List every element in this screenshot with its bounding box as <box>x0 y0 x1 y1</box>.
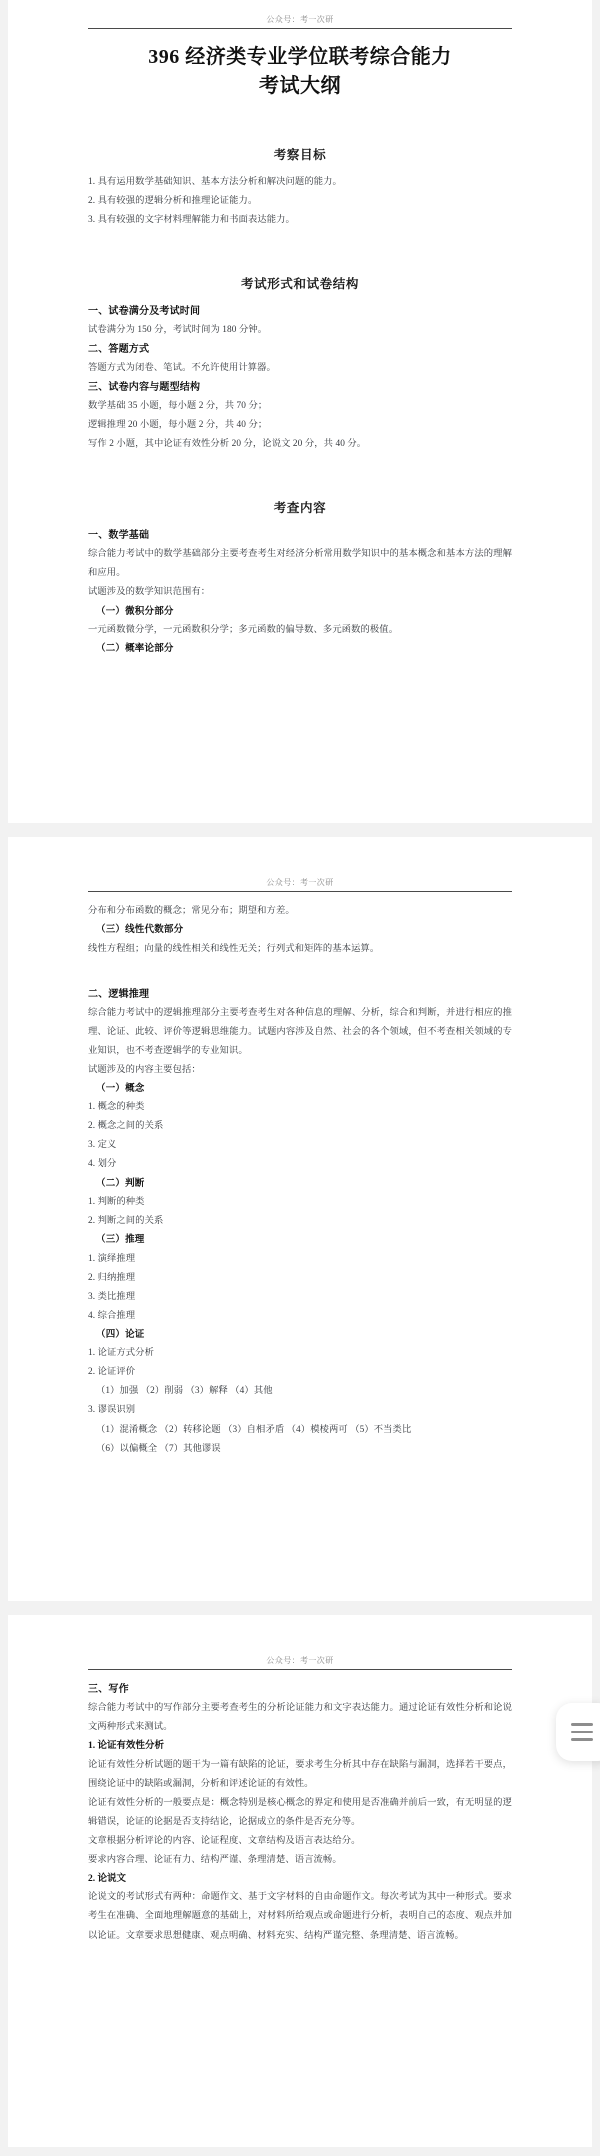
argument-item: 2. 论证评价 <box>88 1367 136 1378</box>
subsection-heading-total-score: 一、试卷满分及考试时间 <box>88 306 201 318</box>
subsection-heading-argumentation: （四）论证 <box>96 1329 145 1340</box>
subsection-heading-logic: 二、逻辑推理 <box>88 988 150 1000</box>
subsection-heading-answer-method: 二、答题方式 <box>88 344 150 356</box>
logic-list-item: 2. 归纳推理 <box>88 1272 136 1283</box>
logic-list-item: 4. 综合推理 <box>88 1310 136 1321</box>
objective-item: 2. 具有较强的逻辑分析和推理论证能力。 <box>88 196 258 207</box>
document-page-2 <box>8 837 592 1601</box>
subsection-heading-paper-structure: 三、试卷内容与题型结构 <box>88 382 201 394</box>
logic-list-item: 4. 划分 <box>88 1159 117 1170</box>
spacer <box>88 892 512 902</box>
spacer <box>88 454 512 498</box>
page-separator <box>0 1601 600 1615</box>
paper-structure-line: 数学基础 35 小题，每小题 2 分，共 70 分； <box>88 401 268 412</box>
logic-list-item: 1. 演绎推理 <box>88 1253 136 1264</box>
doc-title-line-2: 考试大纲 <box>259 75 341 97</box>
hamburger-menu-icon <box>571 1738 593 1741</box>
spacer <box>8 1624 592 1650</box>
subsection-heading-concept: （一）概念 <box>96 1083 145 1094</box>
logic-list-item: 2. 判断之间的关系 <box>88 1216 164 1227</box>
paper-structure-line: 逻辑推理 20 小题，每小题 2 分，共 40 分； <box>88 420 268 431</box>
subsection-heading-judgement: （二）判断 <box>96 1178 145 1189</box>
logic-list-item: 2. 概念之间的关系 <box>88 1121 164 1132</box>
spacer <box>88 959 512 985</box>
argument-item: 1. 论证方式分析 <box>88 1348 154 1359</box>
subsection-heading-essay: 2. 论说文 <box>88 1873 127 1884</box>
linear-algebra-text: 线性方程组；向量的线性相关和线性无关；行列式和矩阵的基本运算。 <box>88 943 380 954</box>
page-header <box>8 872 592 891</box>
page-1-body <box>8 43 592 659</box>
math-intro-text: 综合能力考试中的数学基础部分主要考查考生对经济分析常用数学知识中的基本概念和基本方法的理解和应用。 <box>88 549 512 579</box>
watermark-text: 公众号：考一次研 <box>266 15 334 24</box>
spacer <box>88 516 512 526</box>
objective-item: 1. 具有运用数学基础知识、基本方法分析和解决问题的能力。 <box>88 177 342 187</box>
probability-text: 分布和分布函数的概念；常见分布；期望和方差。 <box>88 906 295 916</box>
writing-paragraph: 文章根据分析评论的内容、论证程度、文章结构及语言表达给分。 <box>88 1835 361 1846</box>
writing-paragraph: 论说文的考试形式有两种：命题作文、基于文字材料的自由命题作文。每次考试为其中一种形式。要求考生在准确、全面地理解题意的基础上，对材料所给观点或命题进行分析，表明自己的态度、观点并加以论证。文章要求思想健康、观点明确、材料充实、结构严谨完整、条理清楚、语言流畅。 <box>88 1892 512 1941</box>
writing-intro-text: 综合能力考试中的写作部分主要考查考生的分析论证能力和文字表达能力。通过论证有效性分析和论说文两种形式来测试。 <box>88 1703 512 1733</box>
answer-method-text: 答题方式为闭卷、笔试。不允许使用计算器。 <box>88 363 276 374</box>
page-title <box>88 43 512 101</box>
floating-menu-button[interactable] <box>556 1703 600 1761</box>
subsection-heading-calculus: （一）微积分部分 <box>96 606 174 617</box>
watermark-text: 公众号：考一次研 <box>266 1656 334 1665</box>
argument-subitem: （6）以偏概全 （7）其他谬误 <box>96 1443 221 1454</box>
subsection-heading-writing: 三、写作 <box>88 1684 129 1695</box>
logic-scope-lead: 试题涉及的内容主要包括： <box>88 1064 201 1075</box>
argument-subitem: （1）混淆概念 （2）转移论题 （3）自相矛盾 （4）模棱两可 （5）不当类比 <box>96 1424 412 1435</box>
logic-list-item: 3. 类比推理 <box>88 1291 136 1302</box>
spacer <box>88 292 512 302</box>
section-heading-exam-format: 考试形式和试卷结构 <box>241 277 359 292</box>
logic-list-item: 1. 判断的种类 <box>88 1197 145 1208</box>
objective-item: 3. 具有较强的文字材料理解能力和书面表达能力。 <box>88 215 295 226</box>
watermark-text: 公众号：考一次研 <box>266 878 334 887</box>
spacer <box>8 846 592 872</box>
subsection-heading-inference: （三）推理 <box>96 1235 145 1246</box>
spacer <box>88 163 512 173</box>
document-page-3 <box>8 1615 592 2147</box>
page-separator <box>0 823 600 837</box>
writing-paragraph: 要求内容合理、论证有力、结构严谨、条理清楚、语言流畅。 <box>88 1854 342 1865</box>
page-2-body <box>8 892 592 1459</box>
header-divider <box>88 28 512 29</box>
section-heading-objectives: 考察目标 <box>273 148 327 162</box>
argument-subitem: （1）加强 （2）削弱 （3）解释 （4）其他 <box>96 1386 273 1397</box>
spacer <box>88 1670 512 1680</box>
hamburger-menu-icon <box>571 1731 593 1734</box>
document-page-1 <box>8 0 592 823</box>
total-score-text: 试卷满分为 150 分，考试时间为 180 分钟。 <box>88 325 268 336</box>
writing-paragraph: 论证有效性分析试题的题干为一篇有缺陷的论证，要求考生分析其中存在缺陷与漏洞，选择若干要点，围绕论证中的缺陷或漏洞，分析和评述论证的有效性。 <box>88 1759 512 1789</box>
paper-structure-line: 写作 2 小题，其中论证有效性分析 20 分，论说文 20 分，共 40 分。 <box>88 439 367 450</box>
spacer <box>88 101 512 145</box>
logic-list-item: 1. 概念的种类 <box>88 1102 145 1113</box>
logic-intro-text: 综合能力考试中的逻辑推理部分主要考查考生对各种信息的理解、分析，综合和判断，并进行相应的推理、论证、此较、评价等逻辑思维能力。试题内容涉及自然、社会的各个领域，但不考查相关领域的专业知识，也不考查逻辑学的专业知识。 <box>88 1007 512 1056</box>
hamburger-menu-icon <box>571 1723 593 1726</box>
logic-list-item: 3. 定义 <box>88 1140 117 1151</box>
subsection-heading-argument-analysis: 1. 论证有效性分析 <box>88 1741 165 1752</box>
subsection-heading-probability: （二）概率论部分 <box>96 644 174 655</box>
subsection-heading-linear-algebra: （三）线性代数部分 <box>96 925 184 936</box>
writing-paragraph: 论证有效性分析的一般要点是：概念特别是核心概念的界定和使用是否准确并前后一致，有无明显的逻辑错误，论证的论据是否支持结论，论据成立的条件是否充分等。 <box>88 1797 512 1827</box>
page-header <box>8 9 592 28</box>
argument-item: 3. 谬误识别 <box>88 1405 136 1416</box>
doc-title-line-1: 396 经济类专业学位联考综合能力 <box>148 46 452 68</box>
math-scope-lead: 试题涉及的数学知识范围有： <box>88 587 211 598</box>
spacer <box>88 230 512 274</box>
page-3-body <box>8 1670 592 1946</box>
page-header <box>8 1650 592 1669</box>
calculus-text: 一元函数微分学，一元函数积分学；多元函数的偏导数、多元函数的极值。 <box>88 625 399 636</box>
section-heading-exam-content: 考查内容 <box>273 501 327 516</box>
subsection-heading-math: 一、数学基础 <box>88 530 150 542</box>
